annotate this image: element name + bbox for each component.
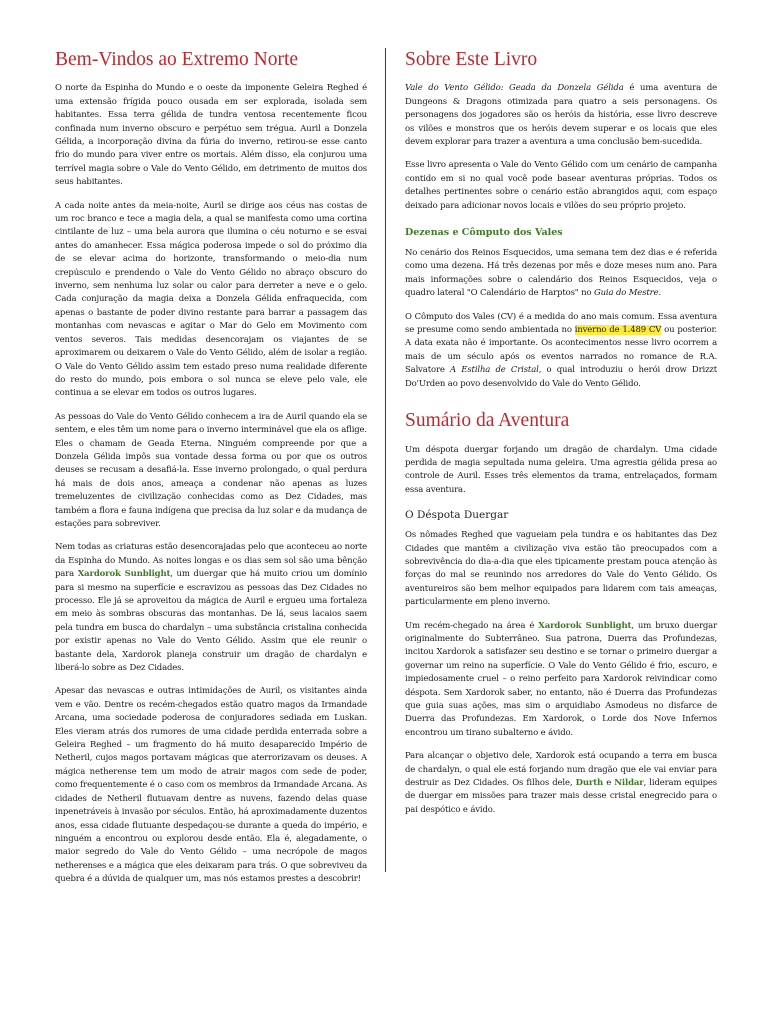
dezenas-subheading: Dezenas e Cômputo dos Vales xyxy=(405,227,563,239)
summary-paragraph-1: Um déspota duergar forjando um dragão de chardalyn. Uma cidade perdida de magia sepultada numa geleira. Uma agrestia gélida presa ao controle de Auril. Esses três elementos da trama, entrelaçados, formam essa aventura. xyxy=(405,444,717,495)
column-divider xyxy=(385,48,386,872)
right-column xyxy=(405,48,717,827)
dezenas-paragraph-2: O Cômputo dos Vales (CV) é a medida do ano mais comum. Essa aventura se presume como sendo ambientada no inverno de 1.489 CV ou posterior. A data exata não é importante. Os acontecimentos nesse livro ocorrem a mais de um século após os eventos narrados no romance de R.A. Salvatore A Estilha de Cristal, o qual introduziu o herói drow Drizzt Do'Urden ao povo desenvolvido do Vale do Vento Gélido. xyxy=(405,311,717,389)
despot-subheading: O Déspota Duergar xyxy=(405,509,509,522)
about-book-title: Sobre Este Livro xyxy=(405,49,538,70)
summary-title: Sumário da Aventura xyxy=(405,410,570,432)
about-paragraph-2: Esse livro apresenta o Vale do Vento Gélido com um cenário de campanha contido em si no qual você pode basear aventuras próprias. Todos os detalhes pertinentes sobre o cenário estão abrangidos aqui, com espaço deixado para adicionar novos locais e vilões do seu próprio projeto. xyxy=(405,160,717,211)
left-column xyxy=(55,48,367,897)
despot-paragraph-3: Para alcançar o objetivo dele, Xardorok está ocupando a terra em busca de chardalyn, o qual ele está forjando num dragão que ele vai enviar para destruir as Dez Cidades. Os filhos dele, Durth e Nildar, lideram equipes de duergar em missões para trazer mais desse cristal enegrecido para o pai despótico e ávido. xyxy=(405,751,717,815)
dezenas-paragraph-1: No cenário dos Reinos Esquecidos, uma semana tem dez dias e é referida como uma dezena. Há três dezenas por mês e doze meses num ano. Para mais informações sobre o calendário dos Reinos Esquecidos, veja o quadro lateral "O Calendário de Harptos" no Guia do Mestre. xyxy=(405,248,717,299)
despot-paragraph-2: Um recém-chegado na área é Xardorok Sunblight, um bruxo duergar originalmente do Subterrâneo. Sua patrona, Duerra das Profundezas, incitou Xardorok a satisfazer seu destino e se tornar o primeiro duergar a governar um reino na superfície. O Vale do Vento Gélido é frio, escuro, e impiedosamente cruel – o reino perfeito para Xardorok reivindicar como déspota. Sem Xardorok saber, no entanto, não é Duerra das Profundezas que guia suas ações, mas sim o arquidiabo Asmodeus no disfarce de Duerra das Profundezas. Em Xardorok, o Lorde dos Nove Infernos encontrou um tirano subalterno e ávido. xyxy=(405,620,717,738)
welcome-title: Bem-Vindos ao Extremo Norte xyxy=(55,49,299,70)
despot-paragraph-1: Os nômades Reghed que vagueiam pela tundra e os habitantes das Dez Cidades que mantêm a civilização viva estão tão preocupados com a sobrevivência do dia-a-dia que eles tipicamente prestam pouca atenção às forças do mal se reunindo nos arredores do Vale do Vento Gélido. Os aventureiros são bem melhor equipados para lidarem com tais ameaças, particularmente em pleno inverno. xyxy=(405,530,717,608)
welcome-paragraph-1: O norte da Espinha do Mundo e o oeste da imponente Geleira Reghed é uma extensão frígida pouco ousada em ser explorada, isolada sem habitantes. Essa terra gélida de tundra ventosa recentemente ficou confinada num inverno obscuro e perpétuo sem trégua. Auril a Donzela Gélida, a incorporação divina da fúria do inverno, retirou-se esse canto frio do mundo para viver entre os mortais. Além disso, ela conjurou uma terrível magia sobre o Vale do Vento Gélido, em detrimento de muitos dos seus habitantes. xyxy=(55,83,367,188)
welcome-paragraph-5: Apesar das nevascas e outras intimidações de Auril, os visitantes ainda vem e vão. Dentre os recém-chegados estão quatro magos da Irmandade Arcana, uma sociedade poderosa de conjuradores sediada em Luskan. Eles vieram atrás dos rumores de uma cidade perdida enterrada sobre a Geleira Reghed – um fragmento do há muito desaparecido Império de Netheril, cujos magos portavam mágicas que aterrorizavam os deuses. A mágica netherense tem um modo de atrair magos com sede de poder, como frequentemente é o caso com os membros da Irmandade Arcana. As cidades de Netheril flutuavam dentre as nuvens, fazendo delas quase inpenetráveis à invasão por séculos. Então, há aproximadamente duzentos anos, essa cidade flutuante despedaçou-se durante a queda do império, e ninguém a encontrou ou explorou desde então. Ela é, alegadamente, o maior segredo do Vale do Vento Gélido – uma necrópole de magos netherenses e a mágica que eles deixaram para trás. O que sobreviveu da quebra é a dúvida de qualquer um, mas nós estamos prestes a descobrir! xyxy=(55,686,367,885)
highlighted-date: inverno de 1.489 CV xyxy=(574,325,662,336)
xardorok-name-2: Xardorok Sunblight xyxy=(538,620,632,631)
about-paragraph-1: Vale do Vento Gélido: Geada da Donzela Gélida é uma aventura de Dungeons & Dragons otimizada para quatro a seis personagens. Os personagens dos jogadores são os heróis da história, esse livro descreve os vilões e monstros que os heróis devem superar e os locais que eles devem explorar para trazer a aventura a uma conclusão bem-sucedida. xyxy=(405,83,717,148)
xardorok-name: Xardorok Sunblight xyxy=(77,569,171,580)
welcome-paragraph-2: A cada noite antes da meia-noite, Auril se dirige aos céus nas costas de um roc branco e tece a magia dela, a qual se manifesta como uma cortina cintilante de luz – uma bela aurora que ilumina o céu noturno e se esvai antes do amanhecer. Essa mágica poderosa impede o sol do próximo dia de se elevar acima do horizonte, transformando o meio-dia num crepúsculo e prendendo o Vale do Vento Gélido no abraço obscuro do inverno, sem nenhuma luz solar ou calor para derreter a neve e o gelo. Cada conjuração da magia deixa a Donzela Gélida enfraquecida, com apenas o bastante de poder divino restante para barrar a passagem das montanhas com nevascas e agitar o Mar do Gelo em Movimento com ventos severos. Tais medidas desencorajam os viajantes de se aproximarem ou deixarem o Vale do Vento Gélido, além de isolar a região. O Vale do Vento Gélido assim tem estado preso numa realidade diferente do resto do mundo, pois embora o sol nunca se eleve pelo vale, ele continua a se elevar em todos os outros lugares. xyxy=(55,200,367,399)
nildar-name: Nildar xyxy=(614,778,644,789)
welcome-paragraph-4: Nem todas as criaturas estão desencorajadas pelo que aconteceu ao norte da Espinha do Mundo. As noites longas e os dias sem sol são uma bênção para Xardorok Sunblight, um duergar que há muito criou um domínio para si mesmo na superfície e escravizou as pessoas das Dez Cidades no processo. Ele já se aproveitou da mágica de Auril e ergueu uma fortaleza em meio às sombras obscuras das montanhas. De lá, seus lacaios saem pela tundra em busca do chardalyn – uma substância cristalina conhecida por existir apenas no Vale do Vento Gélido. Assim que ele reunir o bastante dela, Xardorok planeja construir um dragão de chardalyn e liberá-lo sobre as Dez Cidades. xyxy=(55,542,367,674)
welcome-paragraph-3: As pessoas do Vale do Vento Gélido conhecem a ira de Auril quando ela se sentem, e eles têm um nome para o inverno interminável que ela os aflige. Eles o chamam de Geada Eterna. Ninguém compreende por que a Donzela Gélida impôs sua vontade dessa forma ou por que os outros deuses se recusam a desafiá-la. Esse inverno prolongado, o qual perdura há mais de dois anos, ameaça a condenar não apenas as luzes tremeluzentes de civilização conhecidas como as Dez Cidades, mas também a flora e fauna indígena que precisa da luz solar e da mudança de estações para sobreviver. xyxy=(55,411,367,529)
durth-name: Durth xyxy=(575,778,604,789)
